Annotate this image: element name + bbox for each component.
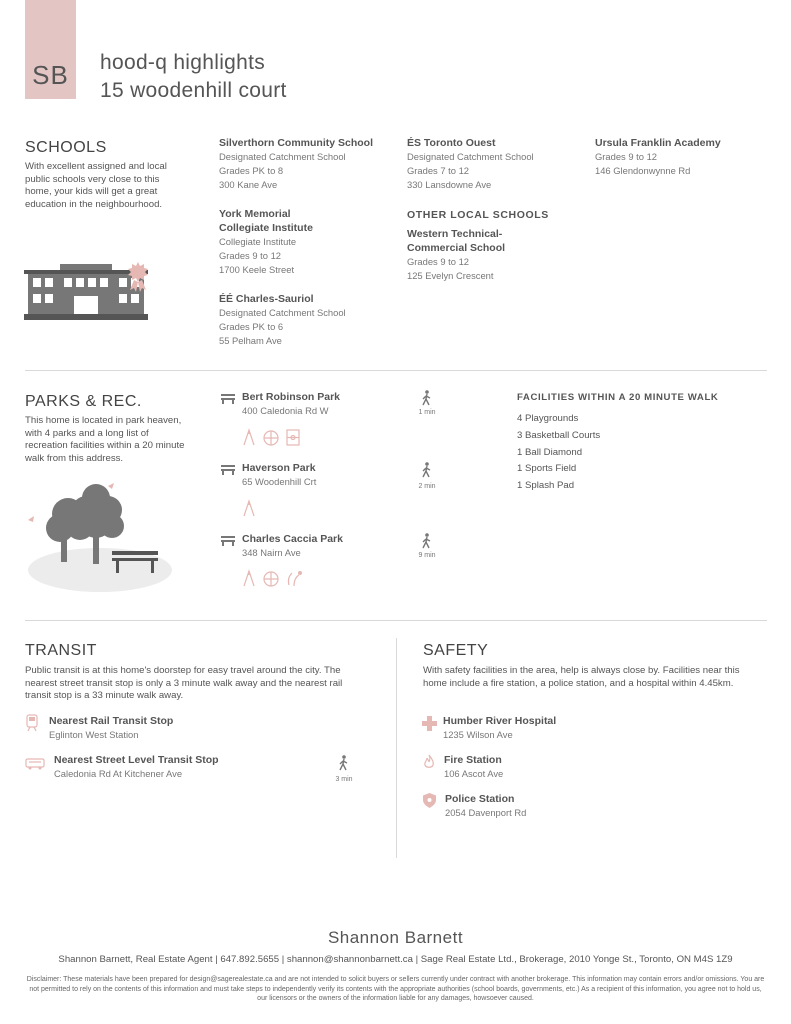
park-address: 400 Caledonia Rd W <box>242 405 329 416</box>
school-building-illustration <box>24 256 160 324</box>
walk-icon <box>421 390 433 406</box>
transit-intro: Public transit is at this home's doorstep for easy travel around the city. The nearest street transit stop is only a 3 minute walk away and the nearest rail transit stop is a 33 minute walk away. <box>25 665 343 702</box>
park-bench-icon <box>220 463 236 475</box>
park-address: 65 Woodenhill Crt <box>242 476 317 487</box>
rail-transit-label: Nearest Rail Transit Stop <box>49 715 174 727</box>
walk-time: 1 min <box>418 409 436 416</box>
school-toronto-ouest <box>407 136 577 192</box>
transit-heading: TRANSIT <box>25 642 97 659</box>
school-type: Designated Catchment School <box>219 307 346 318</box>
brand-initials: SB <box>32 60 69 90</box>
facility-item: 4 Playgrounds <box>517 413 579 424</box>
safety-name: Humber River Hospital <box>443 715 557 727</box>
facility-item: 1 Splash Pad <box>517 480 575 492</box>
brand-logo <box>25 0 76 99</box>
park-name: Haverson Park <box>242 462 316 474</box>
safety-name: Fire Station <box>444 754 502 766</box>
school-name: ÉÉ Charles-Sauriol <box>219 293 314 305</box>
school-ursula-franklin <box>595 136 765 178</box>
walk-icon <box>421 462 433 478</box>
safety-fire <box>444 753 644 781</box>
school-grades: Grades PK to 6 <box>219 321 284 332</box>
school-grades: Grades 9 to 12 <box>219 250 282 261</box>
school-address: 330 Lansdowne Ave <box>407 179 492 190</box>
park-bench-icon <box>220 392 236 404</box>
walk-time: 9 min <box>418 552 436 559</box>
facility-item: 1 Sports Field <box>517 463 577 475</box>
park-name: Bert Robinson Park <box>242 391 341 403</box>
safety-heading: SAFETY <box>423 642 489 659</box>
school-grades: Grades 9 to 12 <box>595 151 658 162</box>
school-name: Ursula Franklin Academy <box>595 137 721 149</box>
school-grades: Grades 7 to 12 <box>407 165 470 176</box>
park-amenities <box>241 428 301 446</box>
school-silverthorn <box>219 136 394 192</box>
safety-address: 1235 Wilson Ave <box>443 729 513 740</box>
school-address: 300 Kane Ave <box>219 179 278 190</box>
facility-item: 1 Ball Diamond <box>517 446 583 458</box>
school-address: 55 Pelham Ave <box>219 335 282 346</box>
school-charles-sauriol <box>219 292 394 348</box>
other-schools-heading: OTHER LOCAL SCHOOLS <box>407 209 549 221</box>
school-grades: Grades PK to 8 <box>219 165 284 176</box>
page-address: 15 woodenhill court <box>100 79 287 102</box>
walk-icon <box>338 755 350 771</box>
school-address: 125 Evelyn Crescent <box>407 270 494 281</box>
safety-hospital <box>443 714 643 742</box>
facility-item: 3 Basketball Courts <box>517 429 601 441</box>
park-address: 348 Nairn Ave <box>242 547 301 558</box>
school-type: Designated Catchment School <box>219 151 346 162</box>
flame-icon <box>423 754 435 770</box>
schools-heading: SCHOOLS <box>25 139 107 156</box>
school-name: Western Technical-Commercial School <box>407 228 506 254</box>
rail-transit-stop <box>49 714 299 742</box>
safety-address: 2054 Davenport Rd <box>445 807 527 818</box>
school-address: 146 Glendonwynne Rd <box>595 165 691 176</box>
parks-intro: This home is located in park heaven, with 4 parks and a long list of recreation facilities within a 20 minute walk from this address. <box>25 415 185 464</box>
safety-address: 106 Ascot Ave <box>444 768 504 779</box>
hospital-cross-icon <box>422 716 437 731</box>
walk-time: 2 min <box>418 483 436 490</box>
facilities-list <box>517 411 600 495</box>
disclaimer: Disclaimer: These materials have been prepared for design@sagerealestate.ca and are not intended to solicit buyers or sellers currently under contract with another brokerage. This information may contain errors and/or omissions. You are not permitted to rely on the contents of this information and must take steps to independently verify its contents with the appropriate authorities (school boards, governments, etc.) As a recipient of this information, you agree not to hold us, our licensors or the owners of the information liable for any damages, howsoever caused. <box>26 976 765 1002</box>
train-icon <box>25 714 39 732</box>
school-western-technical <box>407 227 527 283</box>
school-address: 1700 Keele Street <box>219 264 295 275</box>
school-name: Silverthorn Community School <box>219 137 374 149</box>
basketball-court-icon <box>262 428 280 446</box>
park-name: Charles Caccia Park <box>242 533 343 545</box>
divider <box>25 620 767 621</box>
safety-name: Police Station <box>445 793 515 805</box>
divider <box>25 370 767 371</box>
school-york-memorial <box>219 207 331 277</box>
walk-icon <box>421 533 433 549</box>
splash-pad-icon <box>285 569 303 587</box>
facilities-heading: FACILITIES WITHIN A 20 MINUTE WALK <box>517 392 719 403</box>
schools-intro: With excellent assigned and local public schools very close to this home, your kids will get a great education in the neighbourhood. <box>25 161 167 210</box>
sports-field-icon <box>285 428 301 446</box>
safety-police <box>445 792 645 820</box>
police-badge-icon <box>423 793 436 808</box>
street-transit-name: Caledonia Rd At Kitchener Ave <box>54 768 183 779</box>
school-grades: Grades 9 to 12 <box>407 256 470 267</box>
safety-intro: With safety facilities in the area, help is always close by. Facilities near this home include a fire station, a police station, and a hospital within 4.45km. <box>423 665 740 689</box>
street-transit-stop <box>54 753 304 781</box>
rail-transit-name: Eglinton West Station <box>49 729 139 740</box>
column-divider <box>396 638 397 858</box>
parks-heading: PARKS & REC. <box>25 393 142 410</box>
street-transit-label: Nearest Street Level Transit Stop <box>54 754 219 766</box>
bus-icon <box>25 758 45 770</box>
walk-time: 3 min <box>335 776 353 783</box>
school-type: Designated Catchment School <box>407 151 534 162</box>
school-name: York Memorial Collegiate Institute <box>219 208 313 234</box>
park-amenities <box>241 569 303 587</box>
playground-icon <box>241 428 257 446</box>
park-trees-bench-illustration <box>24 478 176 596</box>
park-charles-caccia <box>242 532 402 560</box>
playground-icon <box>241 569 257 587</box>
park-haverson <box>242 461 402 489</box>
park-bench-icon <box>220 534 236 546</box>
agent-contact: Shannon Barnett, Real Estate Agent | 647.892.5655 | shannon@shannonbarnett.ca | Sage Real Estate Ltd., Brokerage, 2010 Yonge St., Toronto, ON M4S 1Z9 <box>58 954 733 965</box>
page-title: hood-q highlights <box>100 51 266 74</box>
school-type: Collegiate Institute <box>219 236 297 247</box>
playground-icon <box>241 499 257 517</box>
agent-name: Shannon Barnett <box>327 928 464 947</box>
basketball-court-icon <box>262 569 280 587</box>
park-bert-robinson <box>242 390 402 418</box>
school-name: ÉS Toronto Ouest <box>407 137 496 149</box>
